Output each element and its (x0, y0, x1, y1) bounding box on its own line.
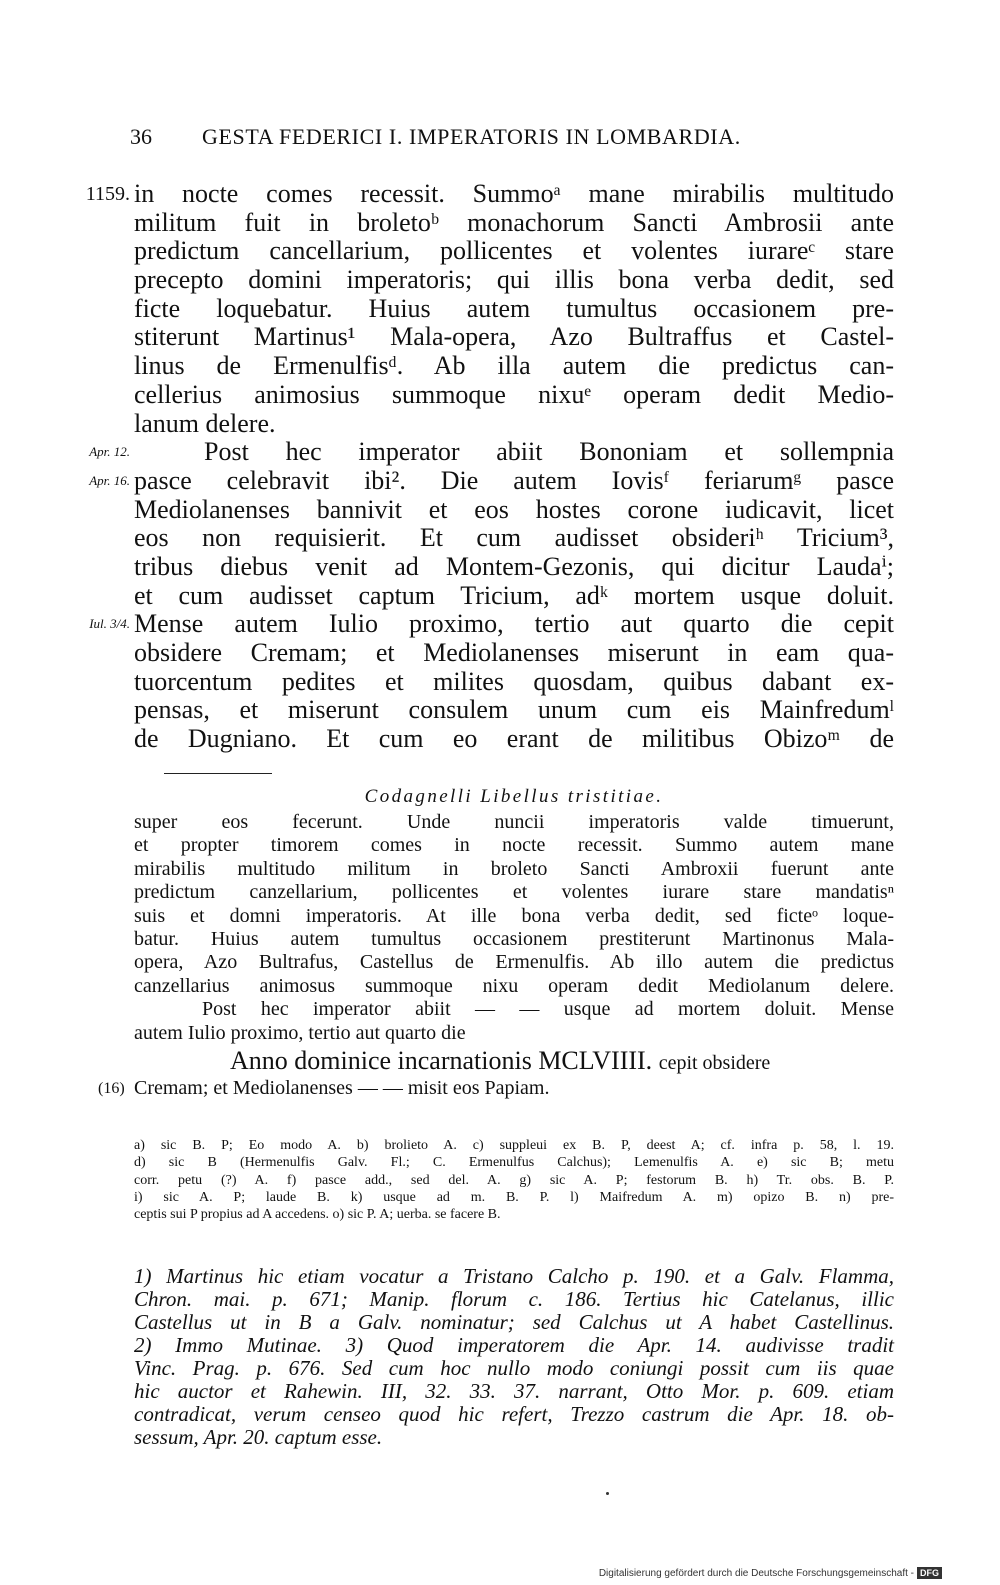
text-line: Apr. 16. pasce celebravit ibi². Die autem Iovisᶠ feriarumᵍ pasce (89, 465, 894, 495)
variant-line: a) sic B. P; Eo modo A. b) brolieto A. c) suppleui ex B. P, deest A; cf. infra p. 58, l. 19. (134, 1138, 894, 1153)
text-line: precepto domini imperatoris; qui illis bona verba dedit, sed (134, 265, 894, 295)
text-line: lanum delere. (134, 408, 276, 438)
text-line: tribus diebus venit ad Montem-Gezonis, qui dicitur Laudaⁱ; (134, 551, 894, 581)
text-line: linus de Ermenulfisᵈ. Ab illa autem die predictus can- (134, 351, 894, 381)
source-line: canzellarius animosus summoque nixu operam dedit Mediolanum delere. (134, 974, 894, 997)
source-line: suis et domni imperatoris. At ille bona verba dedit, sed ficteᵒ loque- (134, 904, 894, 927)
source-line: predictum canzellarium, pollicentes et volentes iurare stare mandatisⁿ (134, 881, 894, 904)
text-line: predictum cancellarium, pollicentes et volentes iurareᶜ stare (134, 236, 894, 266)
text-line: 1159. in nocte comes recessit. Summoᵃ mane mirabilis multitudo (85, 179, 894, 208)
text-line: de Dugniano. Et cum eo erant de militibus Obizoᵐ de (134, 724, 894, 754)
footnote-line: Vinc. Prag. p. 676. Sed cum hoc nullo modo coniungi possit cum iis quae (134, 1356, 894, 1380)
main-text (0, 180, 1000, 754)
footnote-line: hic auctor et Rahewin. III, 32. 33. 37. narrant, Otto Mor. p. 609. etiam (134, 1379, 894, 1403)
source-line: opera, Azo Bultrafus, Castellus de Ermenulfis. Ab illo autem die predictus (134, 951, 894, 974)
page-number: 36 (130, 124, 152, 149)
footnote-line: sessum, Apr. 20. captum esse. (134, 1425, 383, 1449)
footnote-line: Chron. mai. p. 671; Manip. florum c. 186. Tertius hic Catelanus, illic (134, 1287, 894, 1311)
credit-text: Digitalisierung gefördert durch die Deutsche Forschungsgemeinschaft - (598, 1568, 914, 1579)
footnote-line: Castellus ut in B a Galv. nominatur; sed Calchus ut A habet Castellinus. (134, 1310, 894, 1334)
source-heading: Codagnelli Libellus tristitiae. (364, 786, 664, 807)
source-line: (16) Cremam; et Mediolanenses — — misit eos Papiam. (98, 1076, 550, 1099)
variant-line: corr. petu (?) A. f) pasce add., sed del. A. g) sic A. P; festorum B. h) Tr. obs. B. P. (134, 1172, 894, 1188)
text-line: Mediolanenses bannivit et eos hostes corone iudicavit, licet (134, 494, 894, 524)
variant-apparatus (134, 1137, 894, 1223)
digitization-credit (599, 1567, 942, 1579)
text-line: Apr. 12. Post hec imperator abiit Bononiam et sollempnia (89, 437, 894, 467)
line-number: (16) (98, 1079, 125, 1097)
source-year-line: Anno dominice incarnationis MCLVIIII. cepit obsidere (230, 1045, 771, 1075)
margin-year: 1159. (85, 183, 130, 205)
source-line: Post hec imperator abiit — — usque ad mortem doluit. Mense (202, 998, 894, 1021)
ink-speck (606, 1492, 609, 1495)
footnote-line: 2) Immo Mutinae. 3) Quod imperatorem die Apr. 14. audivisse tradit (134, 1333, 894, 1357)
footnotes (134, 1265, 894, 1449)
dfg-logo: DFG (917, 1567, 942, 1579)
page-header (130, 124, 910, 158)
variant-line: ceptis sui P propius ad A accedens. o) sic P. A; uerba. se facere B. (134, 1207, 501, 1223)
source-line: super eos fecerunt. Unde nuncii imperatoris valde timuerunt, (134, 811, 894, 833)
source-line: autem Iulio proximo, tertio aut quarto die (134, 1021, 466, 1044)
text-line: Iul. 3/4. Mense autem Iulio proximo, tertio aut quarto die cepit (89, 609, 894, 639)
text-line: tuorcentum pedites et milites quosdam, quibus dabant ex- (134, 666, 894, 696)
text-line: eos non requisierit. Et cum audisset obsideriʰ Tricium³, (134, 523, 894, 553)
margin-date: Apr. 12. (89, 444, 130, 460)
source-line: et propter timorem comes in nocte recessit. Summo autem mane (134, 834, 894, 857)
footnote-line: 1) Martinus hic etiam vocatur a Tristano Calcho p. 190. et a Galv. Flamma, (134, 1264, 894, 1288)
text-line: ficte loquebatur. Huius autem tumultus occasionem pre- (134, 293, 894, 323)
margin-date: Apr. 16. (89, 472, 130, 488)
text-line: stiterunt Martinus¹ Mala-opera, Azo Bultraffus et Castel- (134, 322, 894, 352)
footnote-line: contradicat, verum censeo quod hic refert, Trezzo castrum die Apr. 18. ob- (134, 1402, 894, 1426)
source-line: mirabilis multitudo militum in broleto Sancti Ambroxii fuerunt ante (134, 857, 894, 880)
text-line: pensas, et miserunt consulem unum cum eis Mainfredumˡ (134, 695, 894, 725)
margin-date: Iul. 3/4. (89, 616, 130, 632)
text-line: obsidere Cremam; et Mediolanenses miserunt in eam qua- (134, 638, 894, 667)
running-title: GESTA FEDERICI I. IMPERATORIS IN LOMBARDIA. (202, 124, 741, 149)
text-line: cellerius animosius summoque nixuᵉ operam dedit Medio- (134, 379, 894, 409)
source-line: batur. Huius autem tumultus occasionem prestiterunt Martinonus Mala- (134, 927, 894, 950)
section-divider (164, 773, 272, 774)
variant-line: d) sic B (Hermenulfis Galv. Fl.; C. Ermenulfus Calchus); Lemenulfis A. e) sic B; metu (134, 1155, 894, 1171)
source-text (98, 783, 894, 1100)
text-line: militum fuit in broletoᵇ monachorum Sancti Ambrosii ante (134, 207, 894, 237)
variant-line: i) sic A. P; laude B. k) usque ad m. B. P. l) Maifredum A. m) opizo B. n) pre- (134, 1189, 894, 1205)
text-line: et cum audisset captum Tricium, adᵏ mortem usque doluit. (134, 580, 894, 610)
